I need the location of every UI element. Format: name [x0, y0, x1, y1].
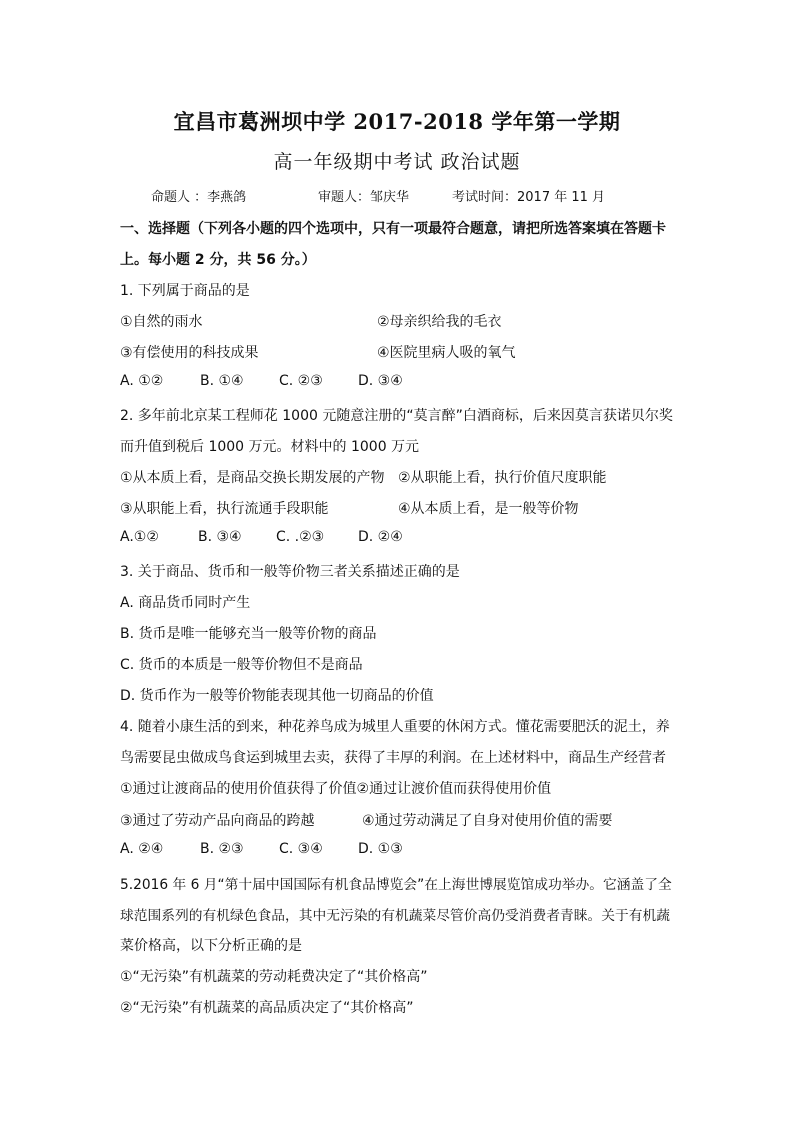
q1-choice-b: B. ①④	[200, 373, 244, 389]
q5-option-1: ①“无污染”有机蔬菜的劳动耗费决定了“其价格高”	[120, 969, 428, 985]
q4-stem-line2: 鸟需要昆虫做成鸟食运到城里去卖，获得了丰厚的利润。在上述材料中，商品生产经营者	[120, 750, 666, 766]
q3-choice-a: A. 商品货币同时产生	[120, 595, 251, 611]
exam-time-label: 考试时间：2017 年 11 月	[452, 190, 606, 205]
section-heading-line2: 上。每小题 2 分，共 56 分。）	[120, 252, 316, 268]
q1-option-1: ①自然的雨水	[120, 314, 203, 330]
q4-choice-c: C. ③④	[279, 841, 323, 857]
q2-option-1: ①从本质上看，是商品交换长期发展的产物	[120, 470, 385, 486]
q4-choice-d: D. ①③	[358, 841, 403, 857]
q2-stem-line1: 2. 多年前北京某工程师花 1000 元随意注册的“莫言醉”白酒商标，后来因莫言获诺贝尔奖	[120, 408, 673, 424]
q2-option-4: ④从本质上看，是一般等价物	[398, 501, 579, 517]
q3-choice-b: B. 货币是唯一能够充当一般等价物的商品	[120, 626, 377, 642]
q1-choice-c: C. ②③	[279, 373, 323, 389]
q3-choice-c: C. 货币的本质是一般等价物但不是商品	[120, 657, 363, 673]
q5-stem-line2: 球范围系列的有机绿色食品，其中无污染的有机蔬菜尽管价高仍受消费者青睐。关于有机蔬	[120, 908, 671, 924]
exam-title: 宜昌市葛洲坝中学 2017-2018 学年第一学期	[173, 109, 621, 134]
q1-stem: 1. 下列属于商品的是	[120, 283, 250, 299]
q5-option-2: ②“无污染”有机蔬菜的高品质决定了“其价格高”	[120, 1000, 414, 1016]
q2-option-2: ②从职能上看，执行价值尺度职能	[398, 470, 607, 486]
reviewer-label: 审题人：邹庆华	[318, 190, 410, 205]
q1-choice-a: A. ①②	[120, 373, 164, 389]
q2-choice-b: B. ③④	[198, 529, 242, 545]
author-label: 命题人 ：李燕鸽	[151, 190, 247, 205]
q1-option-4: ④医院里病人吸的氧气	[377, 345, 516, 361]
q3-choice-d: D. 货币作为一般等价物能表现其他一切商品的价值	[120, 688, 434, 704]
q5-stem-line1: 5.2016 年 6 月“第十届中国国际有机食品博览会”在上海世博展览馆成功举办。它涵盖了全	[120, 877, 672, 893]
q5-stem-line3: 菜价格高，以下分析正确的是	[120, 938, 302, 954]
q4-stem-line1: 4. 随着小康生活的到来，种花养鸟成为城里人重要的休闲方式。懂花需要肥沃的泥土，养	[120, 719, 670, 735]
q4-option-3: ③通过了劳动产品向商品的跨越	[120, 813, 315, 829]
section-heading-line1: 一、选择题（下列各小题的四个选项中，只有一项最符合题意，请把所选答案填在答题卡	[120, 221, 666, 237]
q2-choice-a: A.①②	[120, 529, 159, 545]
q1-choice-d: D. ③④	[358, 373, 403, 389]
q2-choice-d: D. ②④	[358, 529, 403, 545]
q1-option-3: ③有偿使用的科技成果	[120, 345, 259, 361]
q2-option-3: ③从职能上看，执行流通手段职能	[120, 501, 329, 517]
q2-stem-line2: 而升值到税后 1000 万元。材料中的 1000 万元	[120, 439, 420, 455]
q4-option-4: ④通过劳动满足了自身对使用价值的需要	[362, 813, 613, 829]
q4-choice-b: B. ②③	[200, 841, 244, 857]
q1-option-2: ②母亲织给我的毛衣	[377, 314, 502, 330]
q3-stem: 3. 关于商品、货币和一般等价物三者关系描述正确的是	[120, 564, 460, 580]
q4-choice-a: A. ②④	[120, 841, 164, 857]
q2-choice-c: C. .②③	[276, 529, 325, 545]
q4-option-1-2: ①通过让渡商品的使用价值获得了价值②通过让渡价值而获得使用价值	[120, 781, 552, 797]
exam-subtitle: 高一年级期中考试 政治试题	[273, 151, 521, 173]
